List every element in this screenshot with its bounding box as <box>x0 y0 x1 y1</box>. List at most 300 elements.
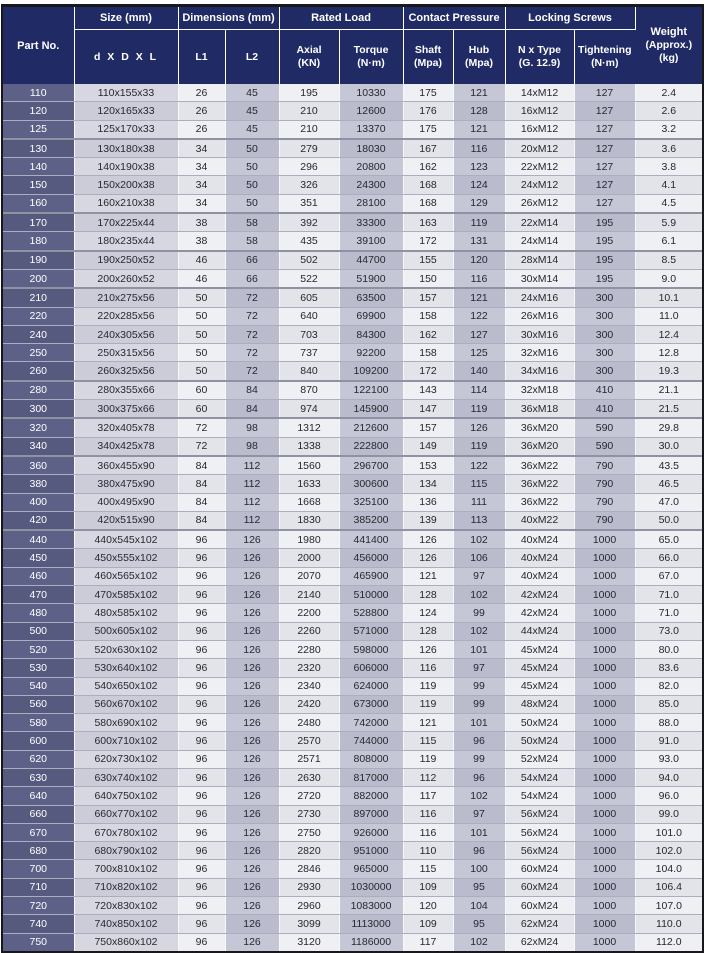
col-header-n-x-type <box>505 30 574 85</box>
cell-tightening: 790 <box>574 511 635 530</box>
table-row <box>3 695 702 713</box>
cell-hub: 116 <box>453 139 505 158</box>
cell-hub: 96 <box>453 842 505 860</box>
col-header-tightening <box>574 30 635 85</box>
table-row <box>3 307 702 325</box>
cell-torque: 1030000 <box>339 878 403 896</box>
cell-l2: 126 <box>225 860 279 878</box>
cell-axial: 2820 <box>279 842 339 860</box>
cell-axial: 2720 <box>279 787 339 805</box>
cell-size: 220x285x56 <box>74 307 178 325</box>
col-header-l2: L2 <box>225 30 279 85</box>
table-row <box>3 842 702 860</box>
cell-torque: 598000 <box>339 640 403 658</box>
cell-screws: 20xM12 <box>505 139 574 158</box>
cell-screws: 36xM22 <box>505 475 574 493</box>
cell-size: 340x425x78 <box>74 437 178 456</box>
cell-axial: 640 <box>279 307 339 325</box>
cell-axial: 2340 <box>279 677 339 695</box>
cell-size: 250x315x56 <box>74 344 178 362</box>
table-row <box>3 823 702 841</box>
table-row <box>3 933 702 951</box>
cell-weight: 110.0 <box>635 915 702 933</box>
cell-l1: 72 <box>178 418 225 437</box>
cell-l2: 126 <box>225 695 279 713</box>
cell-axial: 2750 <box>279 823 339 841</box>
table-row <box>3 213 702 232</box>
cell-screws: 30xM14 <box>505 269 574 288</box>
cell-weight: 50.0 <box>635 511 702 530</box>
cell-hub: 121 <box>453 120 505 139</box>
cell-tightening: 1000 <box>574 622 635 640</box>
cell-shaft: 139 <box>403 511 453 530</box>
cell-weight: 29.8 <box>635 418 702 437</box>
cell-axial: 1312 <box>279 418 339 437</box>
cell-hub: 102 <box>453 933 505 951</box>
cell-screws: 32xM16 <box>505 344 574 362</box>
cell-l1: 96 <box>178 933 225 951</box>
cell-shaft: 128 <box>403 622 453 640</box>
cell-hub: 126 <box>453 418 505 437</box>
cell-shaft: 109 <box>403 915 453 933</box>
cell-weight: 3.6 <box>635 139 702 158</box>
cell-axial: 2480 <box>279 714 339 732</box>
cell-l2: 126 <box>225 768 279 786</box>
cell-hub: 115 <box>453 475 505 493</box>
weight-label-line2: (Approx.) <box>645 39 693 51</box>
cell-l1: 50 <box>178 307 225 325</box>
cell-axial: 2930 <box>279 878 339 896</box>
cell-shaft: 109 <box>403 878 453 896</box>
cell-torque: 212600 <box>339 418 403 437</box>
cell-size: 400x495x90 <box>74 493 178 511</box>
cell-shaft: 172 <box>403 232 453 251</box>
cell-shaft: 162 <box>403 325 453 343</box>
cell-size: 110x155x33 <box>74 84 178 102</box>
cell-hub: 99 <box>453 695 505 713</box>
ntype-label-line2: (G. 12.9) <box>518 57 561 69</box>
cell-size: 560x670x102 <box>74 695 178 713</box>
cell-weight: 3.2 <box>635 120 702 139</box>
cell-hub: 122 <box>453 456 505 475</box>
cell-size: 200x260x52 <box>74 269 178 288</box>
cell-l2: 112 <box>225 493 279 511</box>
cell-tightening: 410 <box>574 400 635 419</box>
cell-tightening: 590 <box>574 418 635 437</box>
cell-shaft: 128 <box>403 586 453 604</box>
cell-torque: 926000 <box>339 823 403 841</box>
cell-weight: 83.6 <box>635 659 702 677</box>
cell-size: 170x225x44 <box>74 213 178 232</box>
cell-torque: 528800 <box>339 604 403 622</box>
cell-l1: 34 <box>178 176 225 194</box>
cell-shaft: 115 <box>403 860 453 878</box>
cell-torque: 33300 <box>339 213 403 232</box>
cell-l2: 126 <box>225 567 279 585</box>
cell-hub: 122 <box>453 307 505 325</box>
cell-screws: 24xM16 <box>505 288 574 307</box>
cell-tightening: 1000 <box>574 732 635 750</box>
cell-l2: 126 <box>225 897 279 915</box>
cell-axial: 3120 <box>279 933 339 951</box>
weight-label-line3: (kg) <box>659 52 679 64</box>
cell-axial: 2070 <box>279 567 339 585</box>
cell-weight: 3.8 <box>635 158 702 176</box>
cell-shaft: 143 <box>403 381 453 400</box>
cell-weight: 6.1 <box>635 232 702 251</box>
cell-size: 460x565x102 <box>74 567 178 585</box>
cell-size: 720x830x102 <box>74 897 178 915</box>
cell-l1: 96 <box>178 530 225 549</box>
cell-size: 160x210x38 <box>74 194 178 213</box>
cell-shaft: 121 <box>403 714 453 732</box>
table-row <box>3 915 702 933</box>
cell-weight: 91.0 <box>635 732 702 750</box>
cell-size: 470x585x102 <box>74 586 178 604</box>
cell-l1: 84 <box>178 511 225 530</box>
cell-l2: 98 <box>225 437 279 456</box>
cell-screws: 36xM20 <box>505 437 574 456</box>
cell-screws: 60xM24 <box>505 860 574 878</box>
cell-hub: 99 <box>453 604 505 622</box>
cell-hub: 102 <box>453 586 505 604</box>
cell-size: 240x305x56 <box>74 325 178 343</box>
table-row <box>3 604 702 622</box>
cell-l2: 126 <box>225 549 279 567</box>
cell-screws: 62xM24 <box>505 933 574 951</box>
cell-part-no: 210 <box>3 288 74 307</box>
cell-l2: 50 <box>225 176 279 194</box>
cell-axial: 2140 <box>279 586 339 604</box>
cell-l2: 66 <box>225 269 279 288</box>
cell-l1: 96 <box>178 640 225 658</box>
cell-size: 630x740x102 <box>74 768 178 786</box>
cell-torque: 296700 <box>339 456 403 475</box>
cell-torque: 624000 <box>339 677 403 695</box>
cell-tightening: 1000 <box>574 768 635 786</box>
cell-part-no: 180 <box>3 232 74 251</box>
cell-l1: 96 <box>178 659 225 677</box>
cell-tightening: 300 <box>574 325 635 343</box>
cell-torque: 63500 <box>339 288 403 307</box>
cell-torque: 69900 <box>339 307 403 325</box>
cell-screws: 40xM22 <box>505 511 574 530</box>
cell-screws: 60xM24 <box>505 897 574 915</box>
cell-axial: 210 <box>279 120 339 139</box>
table-row <box>3 437 702 456</box>
cell-hub: 97 <box>453 659 505 677</box>
cell-hub: 127 <box>453 325 505 343</box>
cell-screws: 56xM24 <box>505 842 574 860</box>
table-row <box>3 194 702 213</box>
cell-screws: 36xM18 <box>505 400 574 419</box>
cell-part-no: 600 <box>3 732 74 750</box>
cell-hub: 104 <box>453 897 505 915</box>
cell-torque: 808000 <box>339 750 403 768</box>
cell-l2: 45 <box>225 102 279 120</box>
cell-l2: 126 <box>225 805 279 823</box>
cell-l1: 96 <box>178 695 225 713</box>
cell-l1: 34 <box>178 139 225 158</box>
cell-shaft: 121 <box>403 567 453 585</box>
cell-hub: 101 <box>453 640 505 658</box>
cell-weight: 71.0 <box>635 604 702 622</box>
cell-l2: 126 <box>225 732 279 750</box>
cell-tightening: 410 <box>574 381 635 400</box>
cell-shaft: 163 <box>403 213 453 232</box>
cell-size: 700x810x102 <box>74 860 178 878</box>
cell-tightening: 1000 <box>574 878 635 896</box>
cell-tightening: 1000 <box>574 860 635 878</box>
cell-part-no: 360 <box>3 456 74 475</box>
cell-hub: 128 <box>453 102 505 120</box>
cell-axial: 2420 <box>279 695 339 713</box>
cell-torque: 222800 <box>339 437 403 456</box>
cell-tightening: 790 <box>574 493 635 511</box>
cell-torque: 109200 <box>339 362 403 381</box>
cell-l2: 66 <box>225 251 279 270</box>
table-row <box>3 84 702 102</box>
cell-weight: 30.0 <box>635 437 702 456</box>
table-row <box>3 640 702 658</box>
cell-size: 420x515x90 <box>74 511 178 530</box>
cell-l1: 96 <box>178 750 225 768</box>
cell-weight: 96.0 <box>635 787 702 805</box>
cell-shaft: 126 <box>403 530 453 549</box>
cell-torque: 300600 <box>339 475 403 493</box>
cell-axial: 502 <box>279 251 339 270</box>
cell-weight: 5.9 <box>635 213 702 232</box>
cell-size: 280x355x66 <box>74 381 178 400</box>
cell-hub: 123 <box>453 158 505 176</box>
cell-torque: 10330 <box>339 84 403 102</box>
cell-l2: 112 <box>225 511 279 530</box>
cell-torque: 13370 <box>339 120 403 139</box>
cell-tightening: 127 <box>574 102 635 120</box>
cell-part-no: 710 <box>3 878 74 896</box>
cell-screws: 42xM24 <box>505 586 574 604</box>
cell-l1: 26 <box>178 120 225 139</box>
cell-shaft: 147 <box>403 400 453 419</box>
cell-torque: 441400 <box>339 530 403 549</box>
cell-l2: 58 <box>225 232 279 251</box>
cell-screws: 22xM12 <box>505 158 574 176</box>
tightening-label-line2: (N·m) <box>591 57 619 69</box>
cell-axial: 195 <box>279 84 339 102</box>
cell-torque: 24300 <box>339 176 403 194</box>
cell-shaft: 168 <box>403 194 453 213</box>
cell-l1: 50 <box>178 362 225 381</box>
cell-part-no: 720 <box>3 897 74 915</box>
table-row <box>3 325 702 343</box>
cell-hub: 120 <box>453 251 505 270</box>
cell-size: 120x165x33 <box>74 102 178 120</box>
cell-l1: 84 <box>178 475 225 493</box>
cell-shaft: 116 <box>403 659 453 677</box>
cell-part-no: 400 <box>3 493 74 511</box>
cell-shaft: 116 <box>403 805 453 823</box>
cell-screws: 32xM18 <box>505 381 574 400</box>
cell-hub: 95 <box>453 878 505 896</box>
col-header-torque <box>339 30 403 85</box>
cell-axial: 1668 <box>279 493 339 511</box>
cell-shaft: 119 <box>403 750 453 768</box>
cell-l1: 96 <box>178 732 225 750</box>
cell-tightening: 790 <box>574 475 635 493</box>
hub-label-line2: (Mpa) <box>465 57 494 69</box>
table-row <box>3 344 702 362</box>
cell-l1: 38 <box>178 232 225 251</box>
cell-tightening: 195 <box>574 269 635 288</box>
cell-tightening: 127 <box>574 139 635 158</box>
cell-screws: 40xM24 <box>505 567 574 585</box>
cell-screws: 16xM12 <box>505 102 574 120</box>
cell-part-no: 450 <box>3 549 74 567</box>
table-row <box>3 714 702 732</box>
cell-screws: 52xM24 <box>505 750 574 768</box>
cell-shaft: 176 <box>403 102 453 120</box>
cell-weight: 101.0 <box>635 823 702 841</box>
cell-tightening: 1000 <box>574 659 635 677</box>
cell-torque: 571000 <box>339 622 403 640</box>
cell-tightening: 127 <box>574 84 635 102</box>
cell-l2: 126 <box>225 586 279 604</box>
cell-weight: 66.0 <box>635 549 702 567</box>
cell-tightening: 195 <box>574 232 635 251</box>
cell-tightening: 1000 <box>574 549 635 567</box>
cell-part-no: 420 <box>3 511 74 530</box>
cell-axial: 1560 <box>279 456 339 475</box>
cell-l2: 126 <box>225 750 279 768</box>
cell-l2: 126 <box>225 622 279 640</box>
col-header-weight <box>635 7 702 84</box>
cell-tightening: 1000 <box>574 897 635 915</box>
cell-l2: 126 <box>225 842 279 860</box>
cell-l2: 58 <box>225 213 279 232</box>
cell-screws: 40xM24 <box>505 549 574 567</box>
cell-axial: 435 <box>279 232 339 251</box>
cell-hub: 95 <box>453 915 505 933</box>
cell-weight: 11.0 <box>635 307 702 325</box>
cell-l2: 112 <box>225 475 279 493</box>
cell-torque: 44700 <box>339 251 403 270</box>
cell-axial: 2000 <box>279 549 339 567</box>
table-row <box>3 732 702 750</box>
cell-axial: 2320 <box>279 659 339 677</box>
cell-l2: 126 <box>225 823 279 841</box>
col-header-dxdxl: d X D X L <box>74 30 178 85</box>
cell-part-no: 700 <box>3 860 74 878</box>
cell-size: 670x780x102 <box>74 823 178 841</box>
cell-weight: 65.0 <box>635 530 702 549</box>
cell-torque: 1113000 <box>339 915 403 933</box>
cell-size: 600x710x102 <box>74 732 178 750</box>
cell-size: 640x750x102 <box>74 787 178 805</box>
cell-torque: 39100 <box>339 232 403 251</box>
cell-shaft: 120 <box>403 897 453 915</box>
cell-l2: 50 <box>225 158 279 176</box>
cell-screws: 22xM14 <box>505 213 574 232</box>
table-row <box>3 158 702 176</box>
table-row <box>3 805 702 823</box>
col-group-size: Size (mm) <box>74 7 178 30</box>
cell-l1: 46 <box>178 269 225 288</box>
cell-hub: 113 <box>453 511 505 530</box>
col-header-l1: L1 <box>178 30 225 85</box>
cell-torque: 1186000 <box>339 933 403 951</box>
col-group-rated-load: Rated Load <box>279 7 403 30</box>
cell-tightening: 195 <box>574 251 635 270</box>
table-row <box>3 362 702 381</box>
cell-axial: 2846 <box>279 860 339 878</box>
cell-weight: 12.8 <box>635 344 702 362</box>
table-row <box>3 897 702 915</box>
cell-hub: 97 <box>453 567 505 585</box>
cell-part-no: 130 <box>3 139 74 158</box>
cell-part-no: 750 <box>3 933 74 951</box>
cell-shaft: 157 <box>403 418 453 437</box>
cell-axial: 2960 <box>279 897 339 915</box>
cell-weight: 47.0 <box>635 493 702 511</box>
cell-tightening: 300 <box>574 288 635 307</box>
cell-size: 320x405x78 <box>74 418 178 437</box>
cell-hub: 102 <box>453 622 505 640</box>
table-row <box>3 787 702 805</box>
cell-size: 140x190x38 <box>74 158 178 176</box>
cell-screws: 36xM20 <box>505 418 574 437</box>
cell-l2: 126 <box>225 530 279 549</box>
cell-tightening: 1000 <box>574 787 635 805</box>
cell-size: 210x275x56 <box>74 288 178 307</box>
cell-hub: 100 <box>453 860 505 878</box>
table-row <box>3 288 702 307</box>
header-group-row <box>3 7 702 30</box>
cell-tightening: 127 <box>574 120 635 139</box>
cell-screws: 42xM24 <box>505 604 574 622</box>
cell-screws: 60xM24 <box>505 878 574 896</box>
cell-part-no: 620 <box>3 750 74 768</box>
cell-weight: 102.0 <box>635 842 702 860</box>
cell-hub: 129 <box>453 194 505 213</box>
cell-l2: 50 <box>225 139 279 158</box>
cell-l1: 96 <box>178 549 225 567</box>
cell-part-no: 460 <box>3 567 74 585</box>
cell-size: 740x850x102 <box>74 915 178 933</box>
cell-l1: 50 <box>178 288 225 307</box>
cell-torque: 20800 <box>339 158 403 176</box>
cell-part-no: 320 <box>3 418 74 437</box>
cell-part-no: 160 <box>3 194 74 213</box>
cell-tightening: 195 <box>574 213 635 232</box>
cell-size: 380x475x90 <box>74 475 178 493</box>
cell-hub: 124 <box>453 176 505 194</box>
cell-tightening: 1000 <box>574 714 635 732</box>
cell-axial: 737 <box>279 344 339 362</box>
cell-l2: 45 <box>225 120 279 139</box>
cell-torque: 122100 <box>339 381 403 400</box>
cell-torque: 951000 <box>339 842 403 860</box>
cell-shaft: 112 <box>403 768 453 786</box>
cell-axial: 2730 <box>279 805 339 823</box>
cell-hub: 101 <box>453 714 505 732</box>
cell-l2: 84 <box>225 381 279 400</box>
cell-screws: 44xM24 <box>505 622 574 640</box>
cell-screws: 62xM24 <box>505 915 574 933</box>
cell-hub: 125 <box>453 344 505 362</box>
cell-tightening: 1000 <box>574 915 635 933</box>
cell-hub: 101 <box>453 823 505 841</box>
cell-tightening: 300 <box>574 344 635 362</box>
